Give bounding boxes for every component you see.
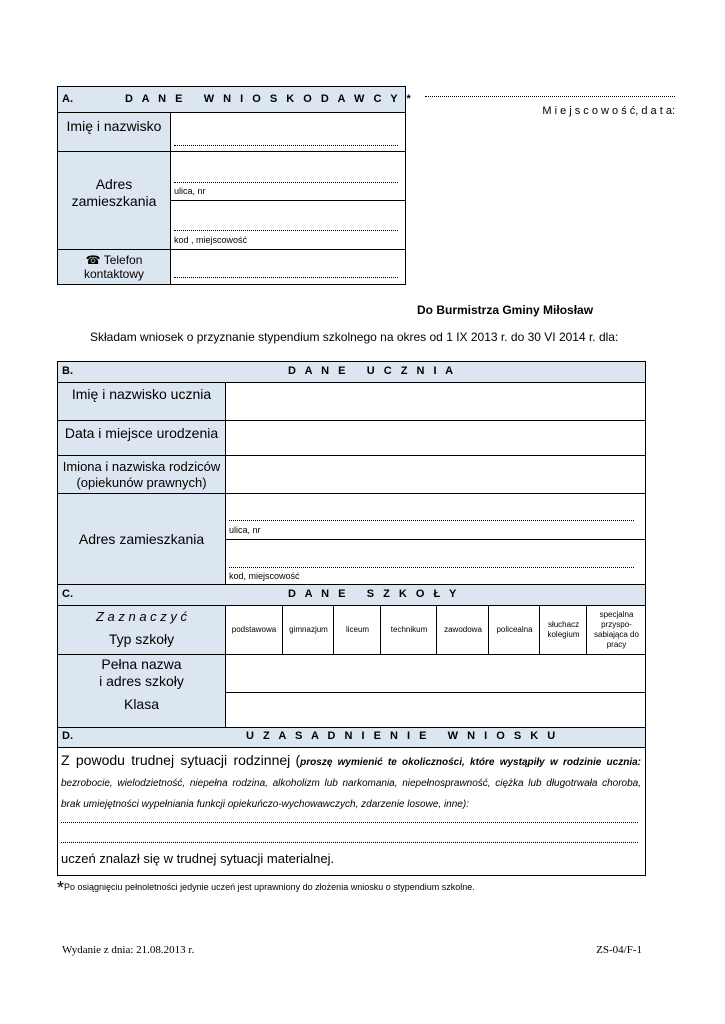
student-city-hint: kod, miejscowość [229,571,300,581]
phone-label [58,253,170,281]
parents-label-line1: Imiona i nazwiska rodziców [62,459,221,474]
justification-examples: bezrobocie, wielodzietność, niepełna rodzina, alkoholizm lub narkomania, niepełnosprawność, ciężka lub długotrwała choroba, brak umiejętności wypełniania funkcji opiekuńczo-wychowawczych, zdarzenie losowe, inne): [61,778,641,810]
school-type-liceum[interactable] [333,606,381,654]
student-address-label: Adres zamieszkania [78,531,205,547]
birth-field[interactable] [226,421,645,455]
school-type-label-text: zawodowa [444,625,482,634]
section-b-title: D A N E U C Z N I A [288,365,457,377]
school-type-label: Typ szkoły [108,631,175,647]
school-type-label-text: gimnazjum [289,625,328,634]
parents-label-line2: (opiekunów prawnych) [76,475,207,490]
school-type-zawodowa[interactable] [436,606,489,654]
birth-label: Data i miejsce urodzenia [64,425,219,441]
school-name-label-line2: i adres szkoły [99,673,184,689]
place-date-field[interactable] [425,96,675,97]
school-type-kolegium[interactable] [539,606,587,654]
class-field[interactable] [226,693,645,727]
school-type-policealna[interactable] [488,606,540,654]
student-street-hint: ulica, nr [229,525,261,535]
parents-label [58,459,225,491]
section-a-title: D A N E W N I O S K O D A W C Y * [125,93,414,105]
school-type-label-text: policealna [496,625,533,634]
school-type-technikum[interactable] [380,606,437,654]
student-name-label: Imię i nazwisko ucznia [71,386,212,402]
section-c-title: D A N E S Z K O Ł Y [288,588,460,600]
phone-icon: ☎ [85,253,101,267]
street-field[interactable] [174,182,398,183]
justification-closing: uczeń znalazł się w trudnej sytuacji materialnej. [61,851,335,866]
phone-field[interactable] [174,277,398,278]
justification-instruction: proszę wymienić te okoliczności, które wystąpiły w rodzinie ucznia: [300,757,641,768]
request-text: Składam wniosek o przyznanie stypendium szkolnego na okres od 1 IX 2013 r. do 30 VI 2014 r. dla: [90,330,619,344]
student-city-field[interactable] [229,567,634,568]
justification-line-2[interactable] [61,842,638,843]
name-field[interactable] [174,145,398,146]
mark-label: Z a z n a c z y ć [95,609,188,624]
school-name-label-line1: Pełna nazwa [101,656,182,672]
section-d-title: U Z A S A D N I E N I E W N I O S K U [246,730,559,742]
name-label: Imię i nazwisko [66,118,162,134]
section-b-letter: B. [62,365,73,377]
student-name-field[interactable] [226,383,645,420]
school-name-field[interactable] [226,655,645,692]
school-type-podstawowa[interactable] [226,606,282,654]
school-type-label-text: podstawowa [231,625,277,634]
street-hint: ulica, nr [174,186,206,196]
addressee: Do Burmistrza Gminy Miłosław [417,303,594,317]
phone-label-line2: kontaktowy [83,267,145,281]
city-field[interactable] [174,230,398,231]
footnote [57,878,475,899]
school-name-label [58,656,225,690]
student-street-field[interactable] [229,520,634,521]
justification-line-1[interactable] [61,822,638,823]
school-type-specjalna[interactable] [586,606,646,654]
parents-field[interactable] [226,456,645,493]
justification-intro: Z powodu trudnej sytuacji rodzinnej [61,752,291,768]
place-date-label: M i e j s c o w o ś ć, d a t a: [542,105,675,117]
school-type-label-text: liceum [345,625,370,634]
justification-paren: ( [295,752,301,768]
section-c-letter: C. [62,588,73,600]
address-label-line1: Adres [95,176,133,192]
school-type-gimnazjum[interactable] [282,606,334,654]
justification-text [61,750,641,815]
footnote-star: * [57,878,65,898]
city-hint: kod , miejscowość [174,235,248,245]
section-d-letter: D. [62,730,73,742]
address-label-line2: zamieszkania [71,193,157,209]
footnote-text: Po osiągnięciu pełnoletności jedynie uczeń jest uprawniony do złożenia wniosku o stypendium szkolne. [64,882,475,892]
school-type-label-text: technikum [390,625,428,634]
section-a-letter: A. [62,93,73,105]
school-type-label-text: słuchacz kolegium [547,620,580,639]
form-code: ZS-04/F-1 [596,944,642,956]
school-type-label-text: specjalna przyspo-sabiająca do pracy [594,610,639,649]
edition-date: Wydanie z dnia: 21.08.2013 r. [62,944,195,956]
phone-label-line1: Telefon [103,253,143,267]
class-label: Klasa [123,696,160,712]
